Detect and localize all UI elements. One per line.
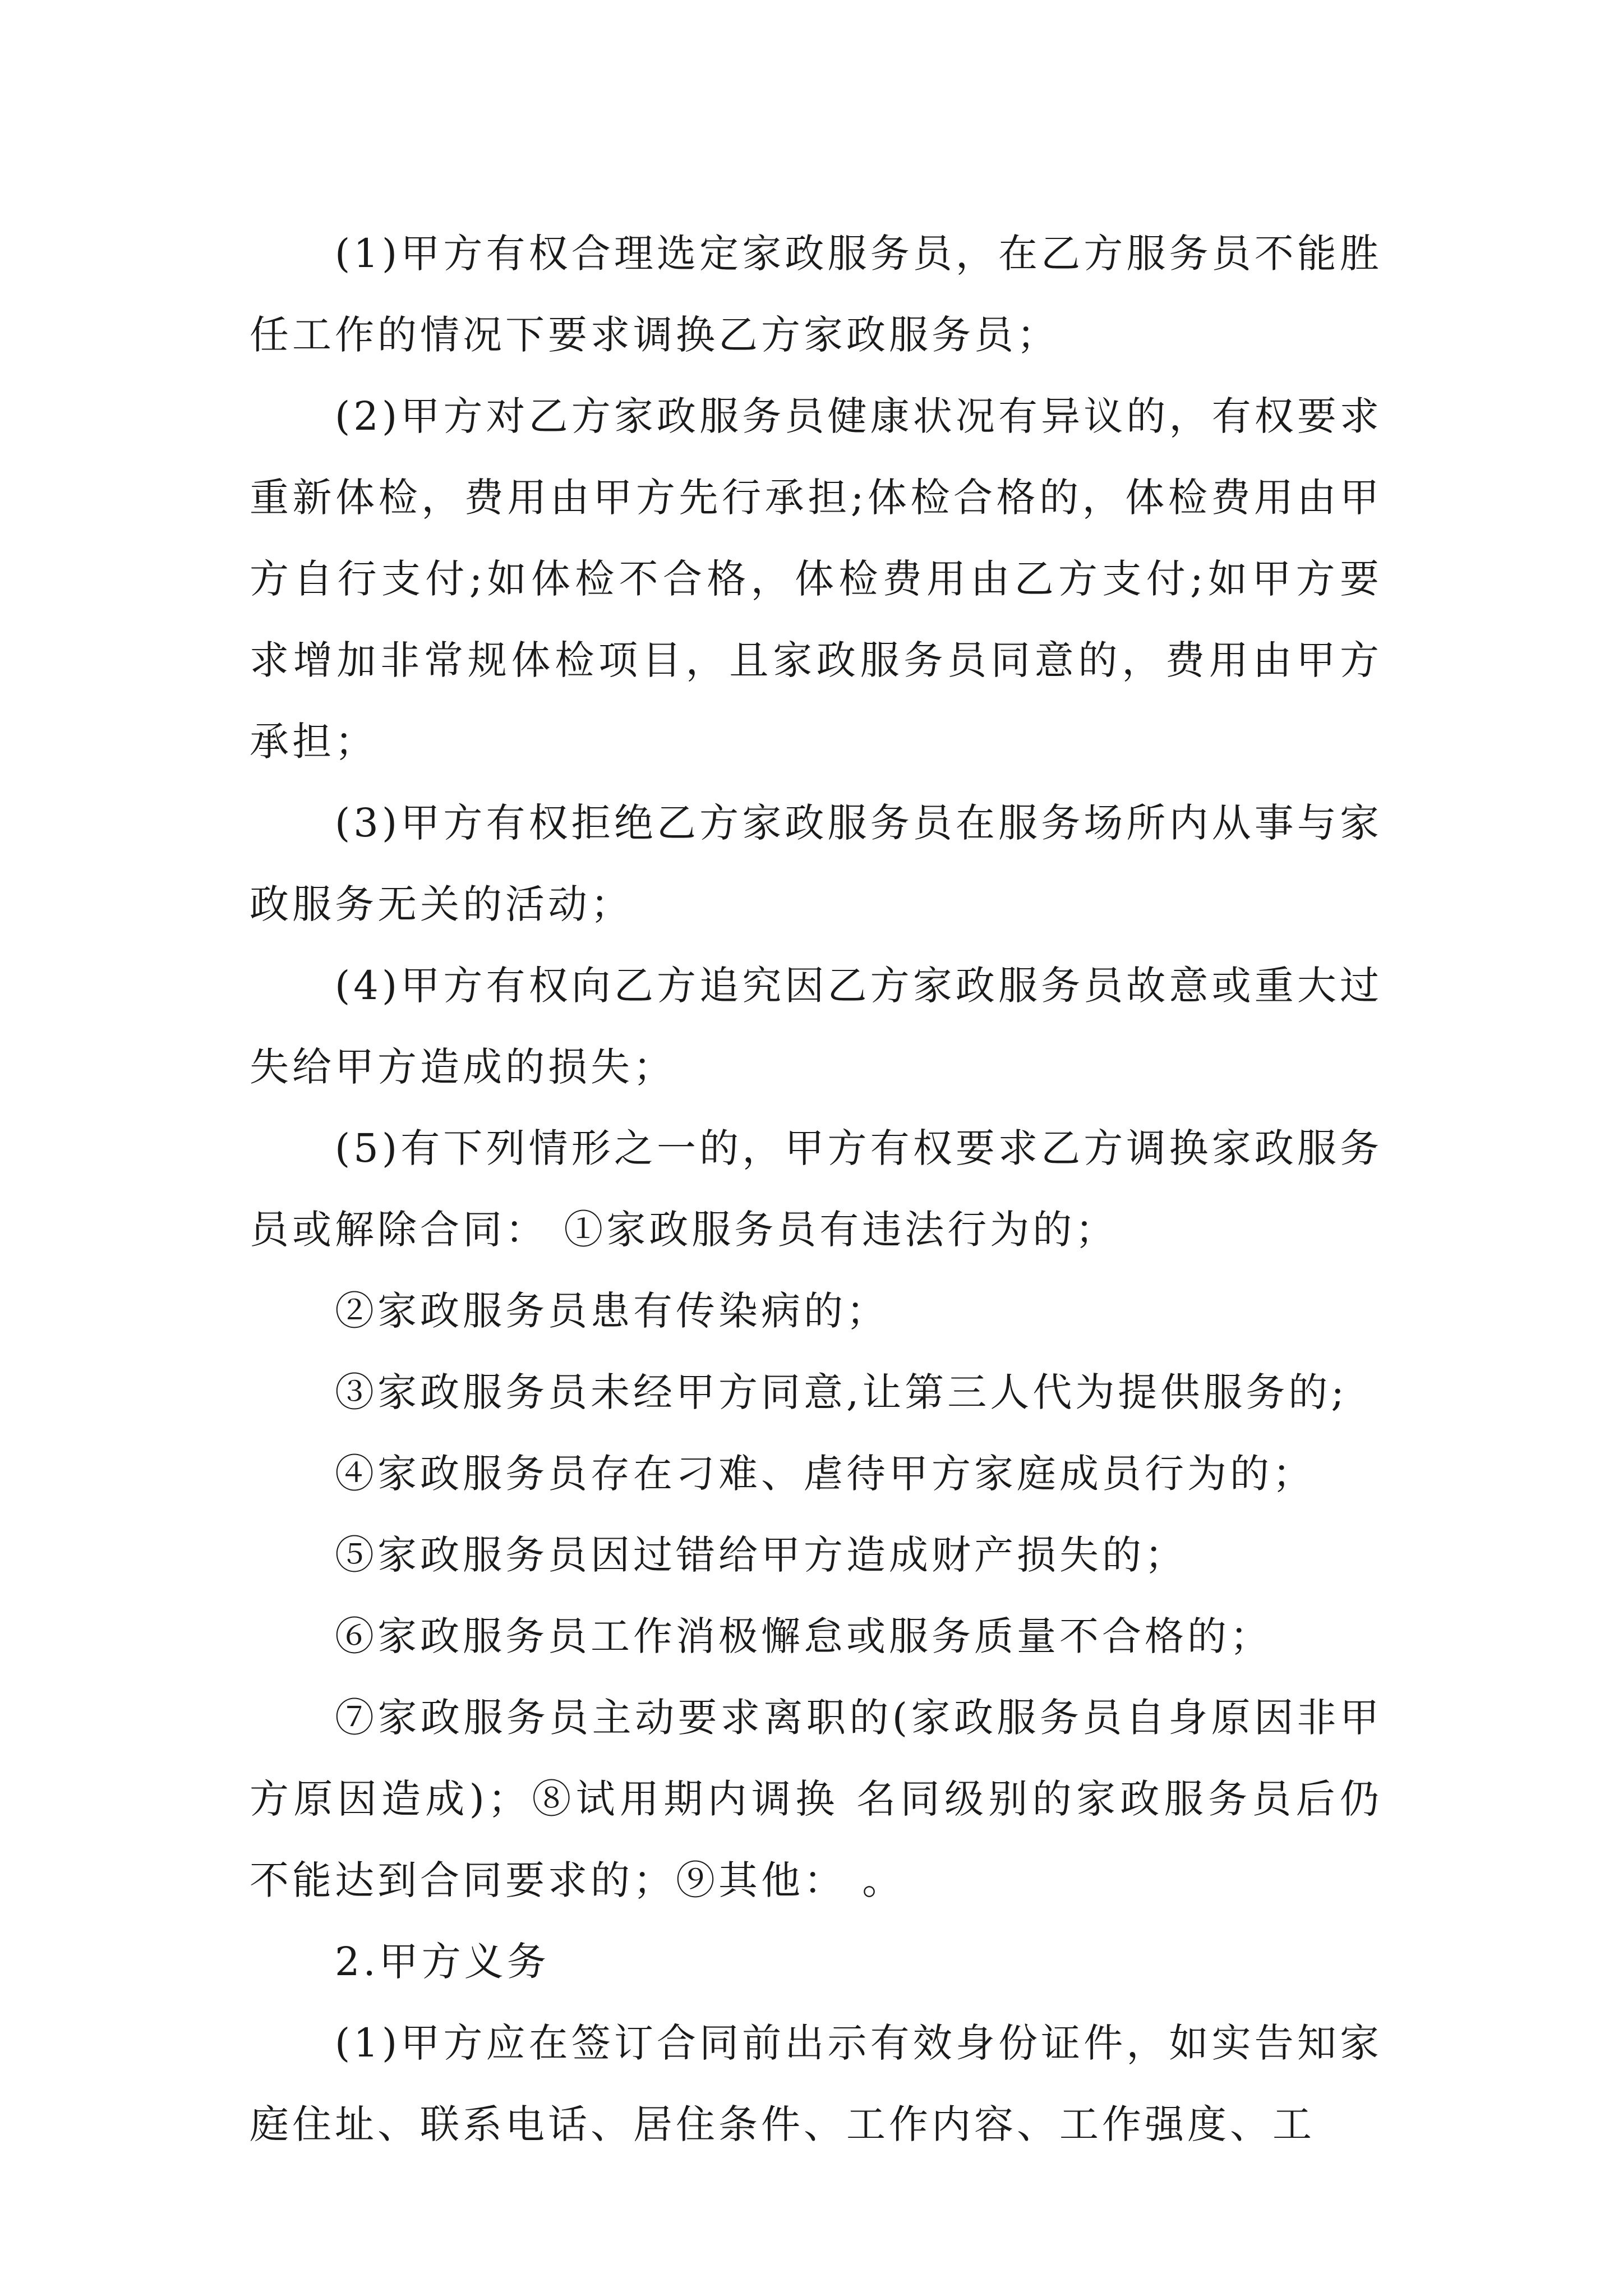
list-item-circled-6: ⑥家政服务员工作消极懈怠或服务质量不合格的； [335, 1613, 1272, 1659]
paragraph-right-3-refuse-activities: (3)甲方有权拒绝乙方家政服务员在服务场所内从事与家政服务无关的活动； [250, 800, 1382, 927]
document-body [250, 213, 1382, 2165]
paragraph-right-4-claim-losses: (4)甲方有权向乙方追究因乙方家政服务员故意或重大过失给甲方造成的损失； [250, 963, 1382, 1090]
list-item-circled-3: ③家政服务员未经甲方同意,让第三人代为提供服务的; [335, 1369, 1348, 1415]
paragraph-right-2-health-check: (2)甲方对乙方家政服务员健康状况有异议的，有权要求重新体检，费用由甲方先行承担;体检合格的，体检费用由甲方自行支付;如体检不合格，体检费用由乙方支付;如甲方要求增加非常规体检项目，且家政服务员同意的，费用由甲方承担； [250, 393, 1382, 765]
section-heading-party-a-obligations: 2.甲方义务 [335, 1939, 550, 1985]
list-item-circled-5: ⑤家政服务员因过错给甲方造成财产损失的； [335, 1532, 1187, 1578]
paragraph-right-1-select-worker: (1)甲方有权合理选定家政服务员，在乙方服务员不能胜任工作的情况下要求调换乙方家政服务员； [250, 231, 1382, 358]
list-item-circled-2: ②家政服务员患有传染病的； [335, 1288, 889, 1334]
list-item-circled-4: ④家政服务员存在刁难、虐待甲方家庭成员行为的； [335, 1451, 1315, 1497]
paragraph-right-5-replace-or-terminate: (5)有下列情形之一的，甲方有权要求乙方调换家政服务员或解除合同： ①家政服务员有违法行为的； [250, 1125, 1382, 1253]
list-item-circled-7-8-9: ⑦家政服务员主动要求离职的(家政服务员自身原因非甲方原因造成)；⑧试用期内调换 名同级别的家政服务员后仍不能达到合同要求的；⑨其他： 。 [250, 1695, 1382, 1903]
paragraph-obligation-1-show-id: (1)甲方应在签订合同前出示有效身份证件，如实告知家庭住址、联系电话、居住条件、工作内容、工作强度、工 [250, 2020, 1382, 2147]
